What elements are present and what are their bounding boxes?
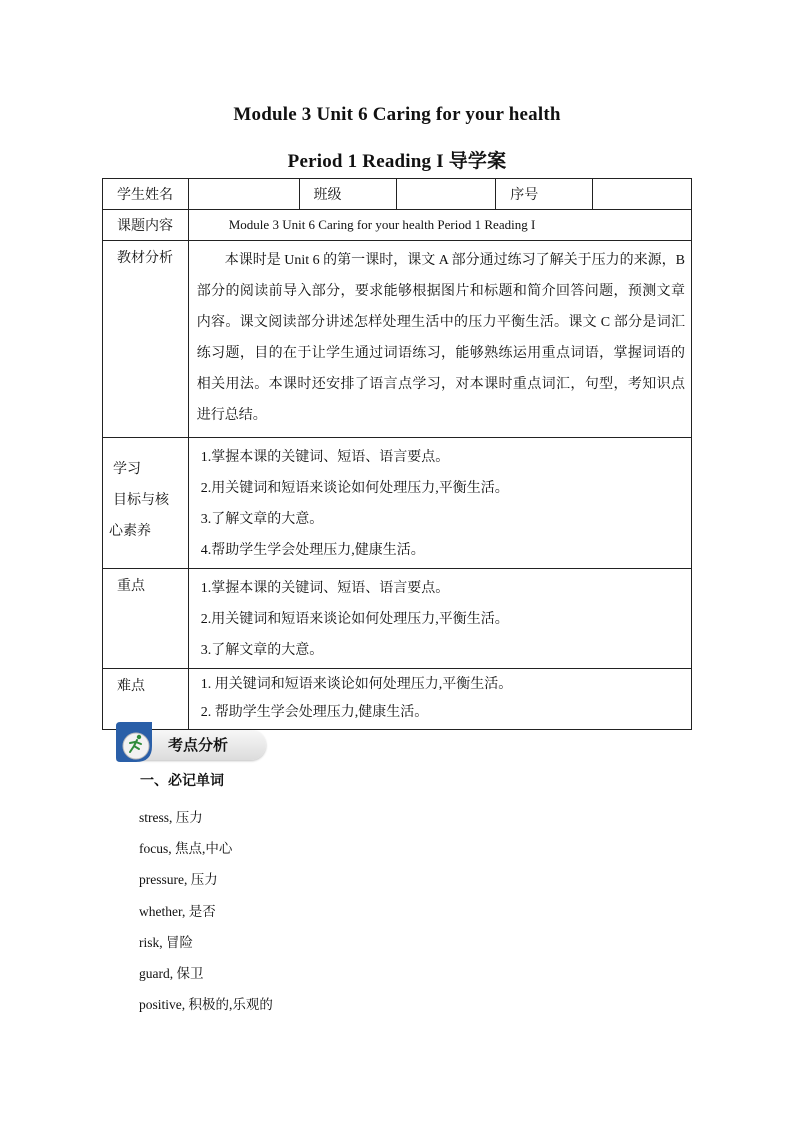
section-heading: 一、必记单词 (140, 773, 224, 789)
list-item: 4.帮助学生学会处理压力,健康生活。 (200, 543, 425, 558)
student-name-field[interactable] (188, 179, 299, 210)
class-label: 班级 (299, 179, 397, 210)
seat-number-label: 序号 (496, 179, 593, 210)
list-item: guard, 保卫 (139, 966, 204, 982)
key-points-label: 重点 (103, 569, 189, 669)
difficulties-list (188, 669, 691, 730)
goals-label-line: 心素养 (109, 524, 151, 539)
list-item: 3.了解文章的大意。 (200, 512, 324, 527)
topic-text: Module 3 Unit 6 Caring for your health Period 1 Reading I (228, 217, 536, 232)
class-field[interactable] (397, 179, 496, 210)
page-title: Module 3 Unit 6 Caring for your health (233, 104, 561, 125)
list-item: positive, 积极的,乐观的 (139, 997, 273, 1013)
goals-label-line: 学习 (113, 462, 141, 477)
table-row (103, 569, 692, 669)
goals-label (103, 438, 189, 569)
vocab-list (139, 802, 273, 1020)
table-row (103, 669, 692, 730)
table-row (103, 210, 692, 241)
list-item: focus, 焦点,中心 (139, 841, 233, 857)
material-analysis-cell (188, 241, 691, 438)
lesson-info-table (102, 178, 692, 730)
topic-value (188, 210, 691, 241)
table-row (103, 179, 692, 210)
banner-text: 考点分析 (168, 736, 229, 754)
list-item: 2.用关键词和短语来谈论如何处理压力,平衡生活。 (200, 481, 509, 496)
list-item: risk, 冒险 (139, 934, 193, 950)
list-item: stress, 压力 (139, 810, 203, 825)
material-analysis-label: 教材分析 (103, 241, 189, 438)
list-item: 2.用关键词和短语来谈论如何处理压力,平衡生活。 (200, 612, 509, 627)
section-banner (116, 722, 268, 764)
list-item: 1. 用关键词和短语来谈论如何处理压力,平衡生活。 (200, 677, 513, 692)
material-analysis-text: 本课时是 Unit 6 的第一课时，课文 A 部分通过练习了解关于压力的来源，B 部分的阅读前导入部分，要求能够根据图片和标题和简介回答问题，预测文章内容。课文阅读部分讲述怎样处理生活中的压力平衡生活。课文 C 部分是词汇练习题，目的在于让学生通过词语练习，能够熟练运用重点词语，掌握词语的相关用法。本课时还安排了语言点学习，对本课时重点词汇，句型，考知识点进行总结。 (196, 253, 685, 423)
table-row (103, 241, 692, 438)
list-item: 3.了解文章的大意。 (200, 643, 324, 658)
key-points-list (188, 569, 691, 669)
topic-label: 课题内容 (103, 210, 189, 241)
page-subtitle: Period 1 Reading I 导学案 (287, 151, 507, 172)
goals-label-line: 目标与核 (113, 493, 169, 508)
list-item: pressure, 压力 (139, 872, 218, 888)
difficulties-label: 难点 (103, 669, 189, 730)
goals-list (188, 438, 691, 569)
list-item: whether, 是否 (139, 903, 216, 919)
student-name-label: 学生姓名 (103, 179, 189, 210)
running-person-icon (116, 722, 152, 762)
list-item: 2. 帮助学生学会处理压力,健康生活。 (200, 705, 429, 720)
seat-number-field[interactable] (593, 179, 692, 210)
list-item: 1.掌握本课的关键词、短语、语言要点。 (200, 450, 450, 465)
table-row (103, 438, 692, 569)
list-item: 1.掌握本课的关键词、短语、语言要点。 (200, 581, 450, 596)
